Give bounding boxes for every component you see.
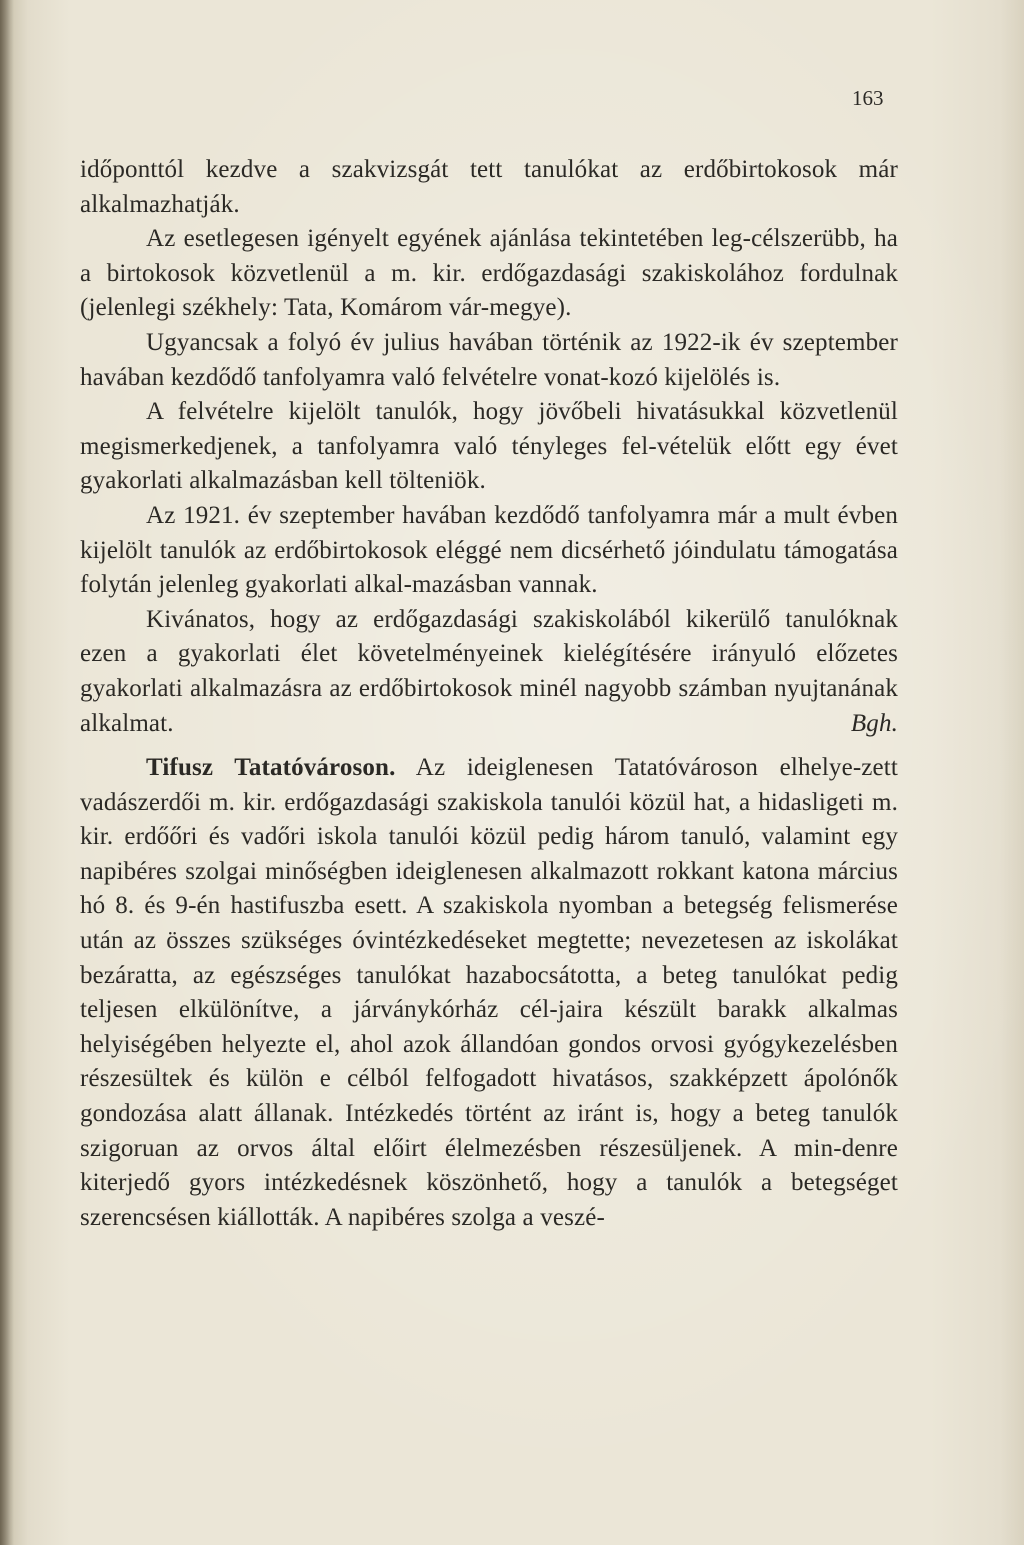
paragraph-7: [80, 751, 898, 1235]
paragraph-1: időponttól kezdve a szakvizsgát tett tanulókat az erdőbirtokosok már alkalmazhatják.: [80, 156, 898, 218]
author-signature: Bgh.: [850, 709, 898, 737]
section-heading: Tifusz Tatatóvároson.: [146, 754, 396, 782]
paragraph-2: Az esetlegesen igényelt egyének ajánlása tekintetében leg-célszerübb, ha a birtokosok közvetlenül a m. kir. erdőgazdasági szakiskolához fordulnak (jelenlegi székhely: Tata, Komárom vár-megye).: [80, 225, 898, 322]
paragraph-4: A felvételre kijelölt tanulók, hogy jövőbeli hivatásukkal közvetlenül megismerkedjenek, a tanfolyamra való tényleges fel-vételük előtt egy évet gyakorlati alkalmazásban kell tölteniök.: [80, 398, 898, 495]
body-text: [80, 153, 898, 1235]
paragraph-5: Az 1921. év szeptember havában kezdődő tanfolyamra már a mult évben kijelölt tanulók az erdőbirtokosok eléggé nem dicsérhető jóindulatu támogatása folytán jelenleg gyakorlati alkal-mazásban vannak.: [80, 501, 898, 599]
paragraph-7-text: Az ideiglenesen Tatatóvároson elhelye-zett vadászerdői m. kir. erdőgazdasági szakiskola tanulói közül hat, a hidasligeti m. kir. erdőőri és vadőri iskola tanulói közül pedig három tanuló, valamint egy napibéres szolgai minőségben ideiglenesen alkalmazott rokkant katona március hó 8. és 9-én hastifuszba esett. A szakiskola nyomban a betegség felismerése után az összes szükséges óvintézkedéseket megtette; nevezetesen az iskolákat bezáratta, az egészséges tanulókat hazabocsátotta, a beteg tanulókat pedig teljesen elkülönítve, a járványkórház cél-jaira készült barakk alkalmas helyiségében helyezte el, ahol azok állandóan gondos orvosi gyógykezelésben részesültek és külön e célból felfogadott hivatásos, szakképzett ápolónők gondozása alatt állanak. Intézkedés történt az iránt is, hogy a beteg tanulók szigoruan az orvos által előirt élelmezésben részesüljenek. A min-denre kiterjedő gyors intézkedésnek köszönhető, hogy a tanulók a betegséget szerencsésen kiállották. A napibéres szolga a veszé-: [80, 754, 898, 1231]
paragraph-6-text: Kivánatos, hogy az erdőgazdasági szakiskolából kikerülő tanulóknak ezen a gyakorlati élet követelményeinek kielégítésére irányuló előzetes gyakorlati alkalmazásra az erdőbirtokosok minél nagyobb számban nyujtanának alkalmat.: [80, 605, 898, 737]
binding-shadow: [0, 0, 14, 1545]
page-number: 163: [852, 86, 884, 110]
paragraph-3: Ugyancsak a folyó év julius havában történik az 1922-ik év szeptember havában kezdődő tanfolyamra való felvételre vonat-kozó kijelölés is.: [80, 328, 898, 391]
paragraph-6: [80, 603, 898, 741]
